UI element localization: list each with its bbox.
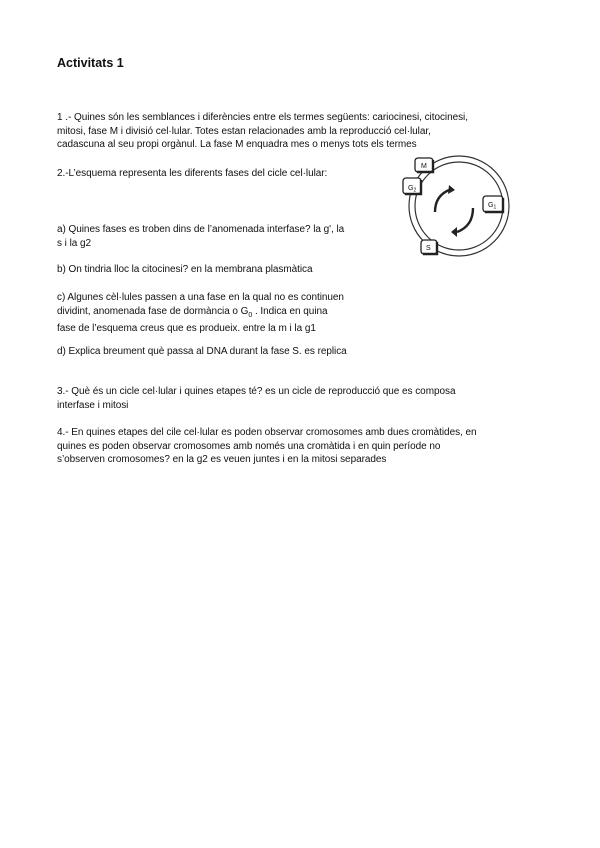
text-line: a) Quines fases es troben dins de l’anomenada interfase? la g', la (57, 224, 345, 235)
text-line (57, 305, 344, 323)
text-line: interfase i mitosi (57, 399, 129, 411)
question-3 (57, 385, 455, 412)
text-line: 2.-L’esquema representa les diferents fases del cicle cel·lular: (57, 168, 328, 179)
text-line: b) On tindria lloc la citocinesi? en la membrana plasmàtica (57, 264, 313, 275)
question-4 (57, 426, 477, 467)
phase-label-g1: G (488, 202, 494, 209)
text-line: d) Explica breument què passa al DNA durant la fase S. es replica (57, 346, 347, 357)
text-line: c) Algunes cèl·lules passen a una fase en la qual no es continuen (57, 292, 344, 303)
cell-cycle-diagram (395, 150, 523, 262)
question-2d (57, 345, 347, 359)
page-title: Activitats 1 (57, 56, 124, 70)
question-2-intro (57, 167, 327, 181)
phase-m-box (415, 158, 433, 172)
text-line: fase de l’esquema creus que es produeix. entre la m i la g1 (57, 323, 316, 334)
phase-label-m: M (421, 163, 427, 170)
arrow-lower (451, 208, 473, 237)
text-line: 1 .- Quines són les semblances i diferències entre els termes següents: cariocinesi, citocinesi, (57, 112, 468, 123)
phase-g2-box (403, 178, 421, 194)
phase-s-box (421, 240, 437, 254)
phase-label-g2: G (408, 185, 414, 192)
text-line: 3.- Què és un cicle cel·lular i quines etapes té? es un cicle de reproducció que es composa (57, 386, 456, 397)
phase-sub-g1: 1 (493, 204, 497, 211)
phase-sub-g2: 2 (413, 187, 417, 194)
text-fragment: . Indica en quina (252, 305, 328, 317)
arrow-upper (435, 185, 455, 212)
text-line: s i la g2 (57, 237, 92, 249)
phase-g1-box (483, 196, 503, 212)
text-fragment: dividint, anomenada fase de dormància o G (57, 305, 249, 317)
text-line: quines es poden observar cromosomes amb només una cromàtida i en quin període no (57, 440, 441, 452)
text-line: s’observen cromosomes? en la g2 es veuen juntes i en la mitosi separades (57, 454, 387, 465)
text-line: cadascuna al seu propi orgànul. La fase M enquadra mes o menys tots els termes (57, 139, 417, 150)
subscript: 0 (248, 311, 253, 319)
question-1 (57, 111, 468, 152)
question-2c (57, 291, 344, 336)
text-line: mitosi, fase M i divisió cel·lular. Totes estan relacionades amb la reproducció cel·lular, (57, 125, 431, 137)
phase-label-s: S (426, 245, 431, 252)
question-2b (57, 263, 313, 277)
text-line: 4.- En quines etapes del cile cel·lular es poden observar cromosomes amb dues cromàtides, en (57, 427, 477, 438)
question-2a (57, 223, 344, 250)
